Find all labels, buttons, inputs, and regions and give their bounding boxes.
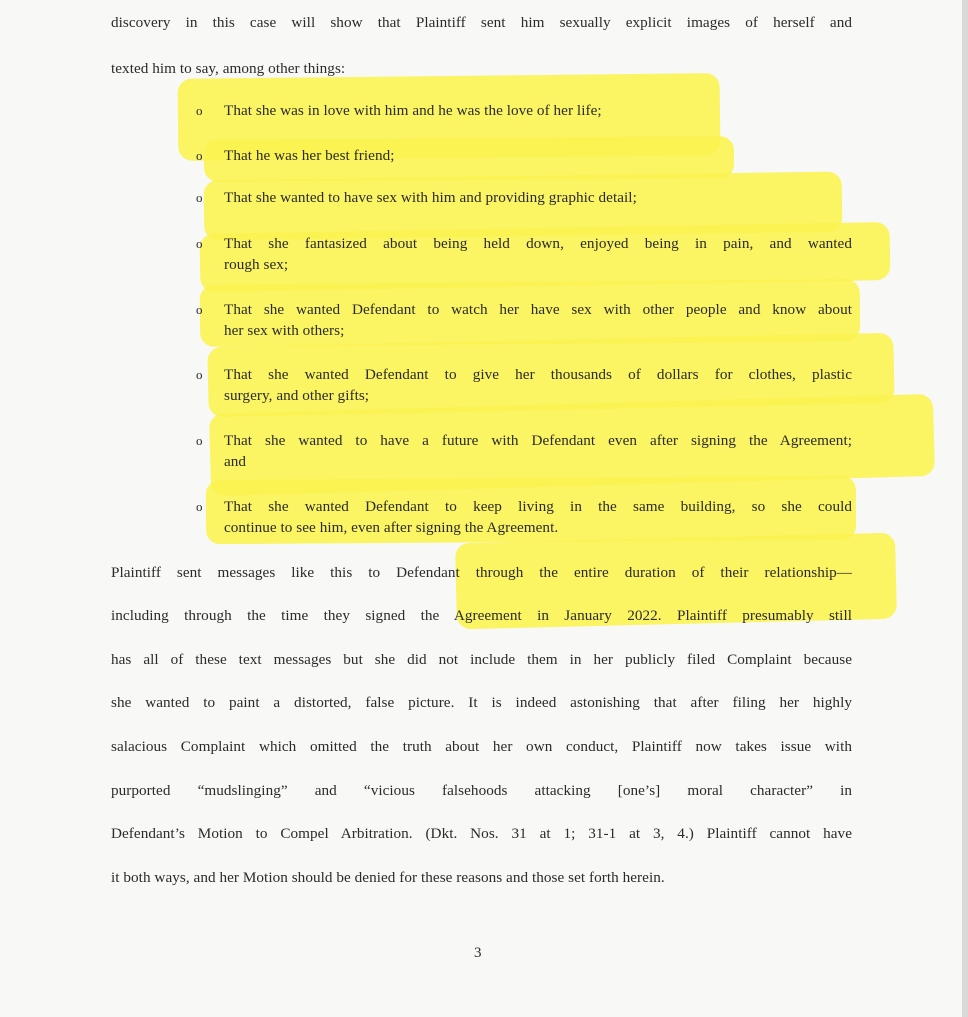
bullet-line: rough sex; (224, 256, 289, 273)
bullet-line: her sex with others; (224, 322, 345, 339)
body-line: Defendant’s Motion to Compel Arbitration. (Dkt. Nos. 31 at 1; 31-1 at 3, 4.) Plaintiff cannot have (111, 825, 852, 842)
bullet-line: That she wanted Defendant to keep living in the same building, so she could (224, 498, 852, 515)
body-line: has all of these text messages but she did not include them in her publicly filed Complaint because (111, 651, 852, 668)
body-line: purported “mudslinging” and “vicious falsehoods attacking [one’s] moral character” in (111, 782, 852, 799)
body-line: Plaintiff sent messages like this to Defendant through the entire duration of their relationship— (111, 564, 852, 581)
bullet-marker: o (196, 148, 203, 163)
bullet-line: That she fantasized about being held down, enjoyed being in pain, and wanted (224, 235, 852, 252)
bullet-marker: o (196, 433, 203, 448)
intro-line: texted him to say, among other things: (111, 60, 346, 77)
bullet-line: That she wanted to have sex with him and providing graphic detail; (224, 189, 637, 206)
page-edge (962, 0, 968, 1017)
bullet-line: That she wanted Defendant to give her thousands of dollars for clothes, plastic (224, 366, 852, 383)
bullet-marker: o (196, 236, 203, 251)
bullet-line: That she wanted to have a future with Defendant even after signing the Agreement; (224, 432, 852, 449)
body-line: including through the time they signed the Agreement in January 2022. Plaintiff presumably still (111, 607, 852, 624)
bullet-line: continue to see him, even after signing the Agreement. (224, 519, 559, 536)
bullet-marker: o (196, 367, 203, 382)
bullet-marker: o (196, 302, 203, 317)
bullet-line: That she wanted Defendant to watch her have sex with other people and know about (224, 301, 852, 318)
body-line: it both ways, and her Motion should be denied for these reasons and those set forth herein. (111, 869, 665, 886)
body-line: she wanted to paint a distorted, false picture. It is indeed astonishing that after filing her highly (111, 694, 852, 711)
bullet-marker: o (196, 103, 203, 118)
bullet-marker: o (196, 190, 203, 205)
bullet-line: That she was in love with him and he was the love of her life; (224, 102, 602, 119)
body-line: salacious Complaint which omitted the truth about her own conduct, Plaintiff now takes issue with (111, 738, 852, 755)
bullet-line: That he was her best friend; (224, 147, 395, 164)
bullet-line: surgery, and other gifts; (224, 387, 370, 404)
page-number: 3 (474, 945, 482, 961)
bullet-line: and (224, 453, 247, 470)
intro-line: discovery in this case will show that Plaintiff sent him sexually explicit images of herself and (111, 14, 852, 31)
bullet-marker: o (196, 499, 203, 514)
